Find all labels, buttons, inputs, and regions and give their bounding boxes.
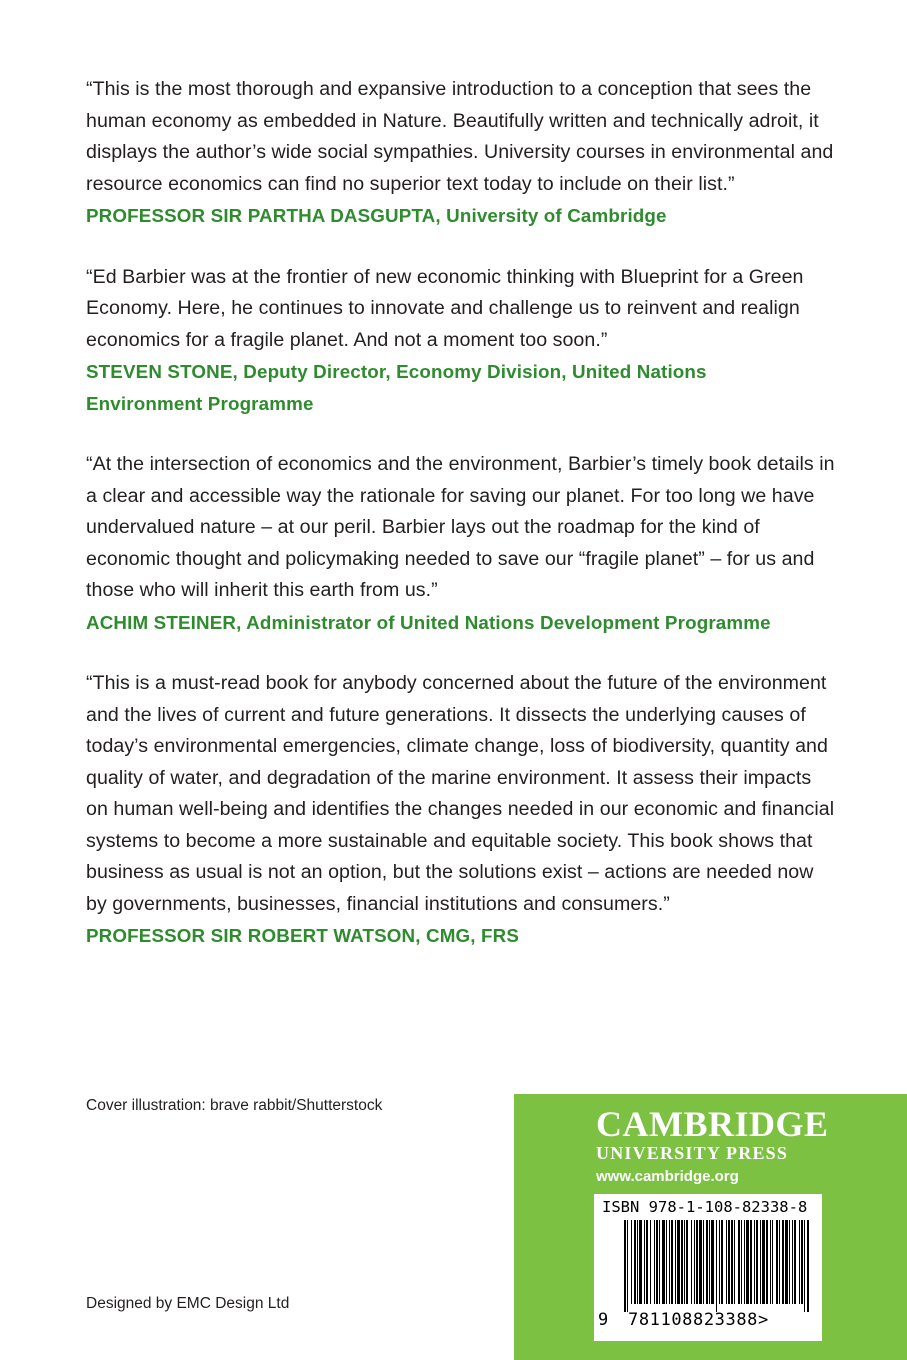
barcode-bar [779, 1220, 780, 1304]
barcode-bar [662, 1220, 665, 1304]
barcode-bar [646, 1220, 648, 1304]
barcode-bar [772, 1220, 773, 1304]
barcode-end-mark: > [758, 1310, 769, 1330]
barcode-bar [728, 1220, 730, 1304]
publisher-logo-name: CAMBRIDGE [596, 1104, 829, 1144]
barcode-bar [734, 1220, 735, 1304]
barcode-bar [719, 1220, 720, 1304]
barcode-bar [650, 1220, 651, 1304]
barcode-bar [770, 1220, 771, 1304]
endorsement-attribution: PROFESSOR SIR ROBERT WATSON, CMG, FRS [86, 925, 520, 946]
barcode-bar [686, 1220, 688, 1304]
endorsement [86, 668, 836, 952]
barcode-bar [756, 1220, 758, 1304]
barcode-bar [709, 1220, 710, 1304]
endorsement-quote: “Ed Barbier was at the frontier of new economic thinking with Blueprint for a Green Economy. Here, he continues to innovate and challenge us to reinvent and realign economics for a fragile planet. And not a moment too soon.” [86, 265, 804, 351]
barcode-bar [721, 1220, 723, 1304]
barcode-bar [731, 1220, 733, 1304]
barcode-bar [789, 1220, 790, 1304]
barcode-bar [631, 1220, 632, 1304]
barcode-bar [696, 1220, 698, 1304]
barcode-bars [594, 1220, 822, 1312]
barcode-bar [656, 1220, 658, 1304]
barcode-bar [639, 1220, 642, 1304]
barcode-bar [677, 1220, 680, 1304]
endorsement-quote: “This is the most thorough and expansive introduction to a conception that sees the human economy as embedded in Nature. Beautifully written and technically adroit, it displays the author’s wide social sympathies. University courses in environmental and resource economics can find no superior text today to include on their list.” [86, 78, 834, 195]
barcode-bar [659, 1220, 660, 1304]
barcode-bar [785, 1220, 788, 1304]
barcode-bar [634, 1220, 636, 1304]
barcode-bar [782, 1220, 784, 1304]
endorsement-attribution: STEVEN STONE, Deputy Director, Economy Division, United Nations Environment Programme [86, 361, 707, 414]
barcode-bar [675, 1220, 676, 1304]
endorsement [86, 74, 836, 232]
publisher-logo-subname: UNIVERSITY PRESS [596, 1143, 789, 1163]
endorsement [86, 449, 836, 638]
endorsement-quote: “This is a must-read book for anybody concerned about the future of the environment and the lives of current and future generations. It dissects the underlying causes of today’s environmental emergencies, climate change, loss of biodiversity, quantity and quality of water, and degradation of the marine environment. It assess their impacts on human well-being and identifies the changes needed in our economic and financial systems to become a more sustainable and equitable society. This book shows that business as usual is not an option, but the solutions exist – actions are needed now by governments, businesses, financial institutions and consumers.” [86, 672, 835, 915]
barcode-bar [799, 1220, 800, 1304]
barcode-bar [807, 1220, 809, 1312]
isbn-barcode [594, 1194, 822, 1341]
barcode-bar [716, 1220, 717, 1312]
barcode-bar [750, 1220, 752, 1304]
barcode-bar [644, 1220, 645, 1304]
barcode-bar [741, 1220, 742, 1304]
cover-illustration-credit: Cover illustration: brave rabbit/Shutterstock [86, 1097, 383, 1114]
barcode-bar [762, 1220, 765, 1304]
barcode-bar [766, 1220, 768, 1304]
barcode-bar [694, 1220, 695, 1304]
barcode-bar [760, 1220, 761, 1304]
barcode-bar [744, 1220, 745, 1304]
publisher-url: www.cambridge.org [596, 1168, 739, 1185]
barcode-bar [801, 1220, 803, 1304]
barcode-bar [671, 1220, 673, 1304]
barcode-bar [703, 1220, 704, 1304]
barcode-bar [624, 1220, 626, 1312]
barcode-bar [792, 1220, 793, 1304]
barcode-bar [669, 1220, 670, 1304]
barcode-bar [627, 1220, 628, 1312]
barcode-bar [738, 1220, 740, 1304]
barcode-bar [754, 1220, 755, 1304]
barcode-bar [804, 1220, 805, 1312]
endorsement-attribution: ACHIM STEINER, Administrator of United Nations Development Programme [86, 611, 771, 633]
endorsement [86, 262, 836, 420]
endorsement-attribution: PROFESSOR SIR PARTHA DASGUPTA, University of Cambridge [86, 205, 667, 226]
barcode-bar [726, 1220, 727, 1304]
barcode-bar [706, 1220, 708, 1304]
barcode-bar [794, 1220, 796, 1304]
barcode-first-digit: 9 [598, 1310, 609, 1330]
barcode-bar [684, 1220, 685, 1304]
barcode-bar [681, 1220, 683, 1304]
endorsements [86, 74, 836, 982]
barcode-bar [666, 1220, 667, 1304]
barcode-digit-string: 781108823388 [628, 1310, 759, 1330]
barcode-bar [711, 1220, 714, 1304]
barcode-bar [691, 1220, 692, 1304]
barcode-bar [654, 1220, 655, 1304]
barcode-digits [628, 1310, 769, 1330]
designer-credit: Designed by EMC Design Ltd [86, 1295, 290, 1312]
barcode-bar [637, 1220, 638, 1304]
isbn-label: ISBN 978-1-108-82338-8 [602, 1198, 808, 1216]
barcode-bar [699, 1220, 702, 1304]
publisher-panel [514, 1094, 907, 1360]
barcode-bar [746, 1220, 749, 1304]
barcode-bar [776, 1220, 778, 1304]
endorsement-quote: “At the intersection of economics and the environment, Barbier’s timely book details in a clear and accessible way the rationale for saving our planet. For too long we have undervalued nature – at our peril. Barbier lays out the roadmap for the kind of economic thought and policymaking needed to save our “fragile planet” – for us and those who will inherit this earth from us.” [86, 453, 835, 601]
